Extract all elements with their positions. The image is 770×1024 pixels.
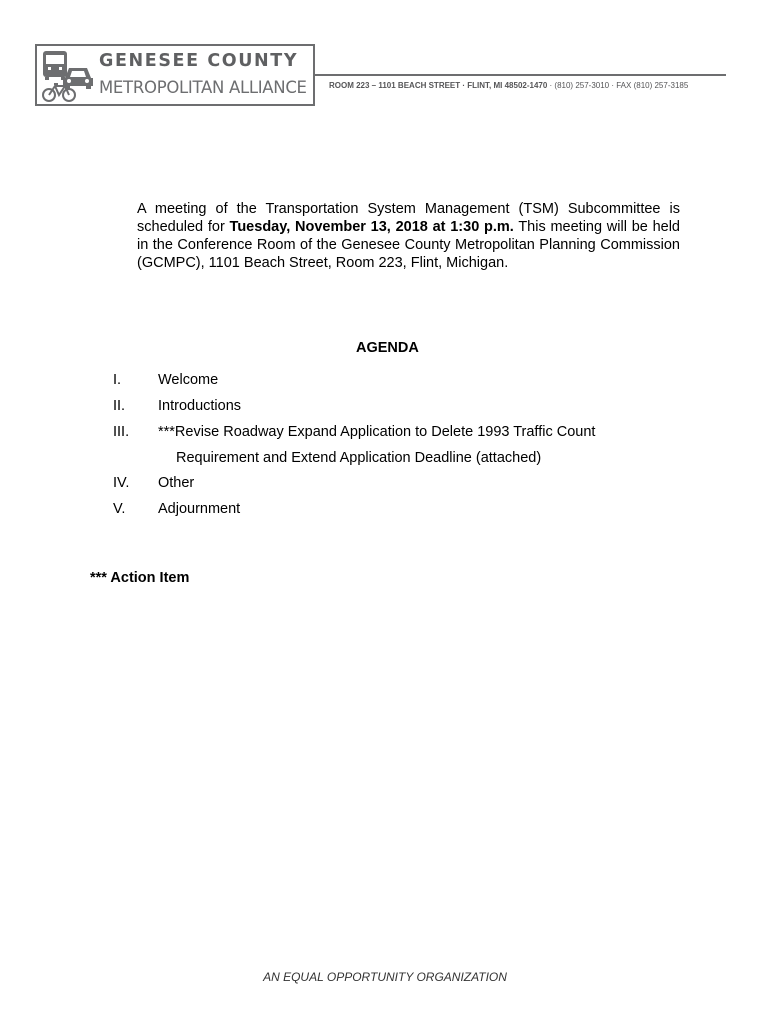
agenda-item xyxy=(0,475,770,495)
agenda-item-number: IV. xyxy=(113,475,130,491)
agenda-item-number: II. xyxy=(113,398,126,414)
agenda-item xyxy=(0,424,770,444)
header-divider xyxy=(315,74,726,76)
address-phone-fax: · (810) 257-3010 · FAX (810) 257-3185 xyxy=(547,81,689,90)
agenda-item-text: ***Revise Roadway Expand Application to Delete 1993 Traffic Count xyxy=(158,424,596,440)
agenda-item-number: III. xyxy=(113,424,130,440)
bus-car-bicycle-logo-icon xyxy=(39,48,97,104)
agenda-item-number: I. xyxy=(113,372,122,388)
header-address xyxy=(329,81,688,90)
agenda-item-text: Introductions xyxy=(158,398,242,414)
notice-text-part2: This meeting will be held in the Conference Room of the Genesee County Metropolitan Planning Commission (GCMPC), 1101 Beach Street, Room 223, Flint, Michigan. xyxy=(137,219,680,271)
agenda-item-continuation: Requirement and Extend Application Deadline (attached) xyxy=(176,450,542,466)
agenda-item-text: Other xyxy=(158,475,195,491)
organization-logo xyxy=(35,44,315,106)
meeting-notice-paragraph xyxy=(137,200,680,272)
agenda-item xyxy=(0,501,770,521)
org-name-line2: METROPOLITAN ALLIANCE xyxy=(99,78,307,97)
agenda-heading: AGENDA xyxy=(356,340,419,356)
meeting-date-time: Tuesday, November 13, 2018 at 1:30 p.m. xyxy=(229,219,514,235)
notice-text-part1: A meeting of the Transportation System Management (TSM) Subcommittee is scheduled for xyxy=(137,201,680,235)
action-item-note: *** Action Item xyxy=(90,570,190,586)
agenda-item-text: Adjournment xyxy=(158,501,241,517)
agenda-item-number: V. xyxy=(113,501,126,517)
agenda-item xyxy=(0,398,770,418)
org-name-line1: GENESEE COUNTY xyxy=(99,51,299,71)
footer-text: AN EQUAL OPPORTUNITY ORGANIZATION xyxy=(263,970,507,984)
agenda-item-text: Welcome xyxy=(158,372,219,388)
agenda-item xyxy=(0,372,770,392)
address-street: ROOM 223 – 1101 BEACH STREET · FLINT, MI 48502-1470 xyxy=(329,81,548,90)
